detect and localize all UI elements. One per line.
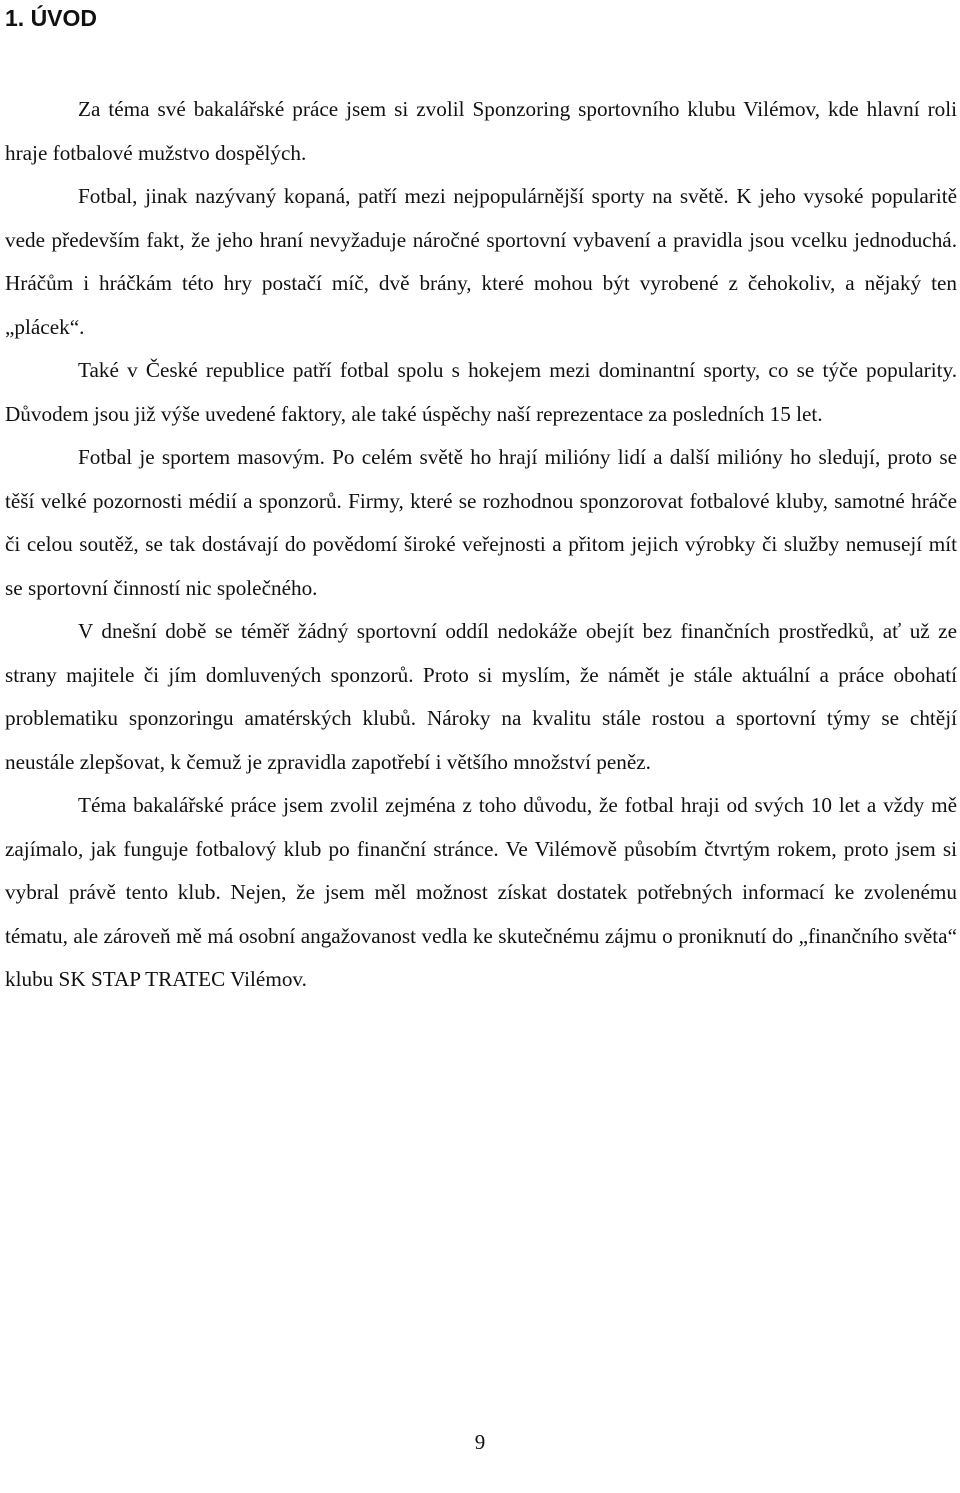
paragraph-3: Také v České republice patří fotbal spolu s hokejem mezi dominantní sporty, co se týče popularity. Důvodem jsou již výše uvedené faktory, ale také úspěchy naší reprezentace za posledních 15 let. — [5, 358, 957, 426]
paragraph-1: Za téma své bakalářské práce jsem si zvolil Sponzoring sportovního klubu Vilémov, kde hlavní roli hraje fotbalové mužstvo dospělých. — [5, 97, 957, 165]
page-number: 9 — [474, 1430, 486, 1454]
body-text — [5, 88, 957, 1002]
paragraph-2: Fotbal, jinak nazývaný kopaná, patří mezi nejpopulárnější sporty na světě. K jeho vysoké popularitě vede především fakt, že jeho hraní nevyžaduje náročné sportovní vybavení a pravidla jsou vcelku jednoduchá. Hráčům i hráčkám této hry postačí míč, dvě brány, které mohou být vyrobené z čehokoliv, a nějaký ten „plácek“. — [5, 184, 957, 339]
paragraph-6: Téma bakalářské práce jsem zvolil zejména z toho důvodu, že fotbal hraji od svých 10 let a vždy mě zajímalo, jak funguje fotbalový klub po finanční stránce. Ve Vilémově působím čtvrtým rokem, proto jsem si vybral právě tento klub. Nejen, že jsem měl možnost získat dostatek potřebných informací ke zvolenému tématu, ale zároveň mě má osobní angažovanost vedla ke skutečnému zájmu o proniknutí do „finančního světa“ klubu SK STAP TRATEC Vilémov. — [5, 793, 957, 991]
paragraph-5: V dnešní době se téměř žádný sportovní oddíl nedokáže obejít bez finančních prostředků, ať už ze strany majitele či jím domluvených sponzorů. Proto si myslím, že námět je stále aktuální a práce obohatí problematiku sponzoringu amatérských klubů. Nároky na kvalitu stále rostou a sportovní týmy se chtějí neustále zlepšovat, k čemuž je zpravidla zapotřebí i většího množství peněz. — [5, 619, 957, 774]
section-heading: 1. ÚVOD — [5, 5, 98, 31]
paragraph-4: Fotbal je sportem masovým. Po celém světě ho hrají milióny lidí a další milióny ho sledují, proto se těší velké pozornosti médií a sponzorů. Firmy, které se rozhodnou sponzorovat fotbalové kluby, samotné hráče či celou soutěž, se tak dostávají do povědomí široké veřejnosti a přitom jejich výrobky či služby nemusejí mít se sportovní činností nic společného. — [5, 445, 957, 600]
